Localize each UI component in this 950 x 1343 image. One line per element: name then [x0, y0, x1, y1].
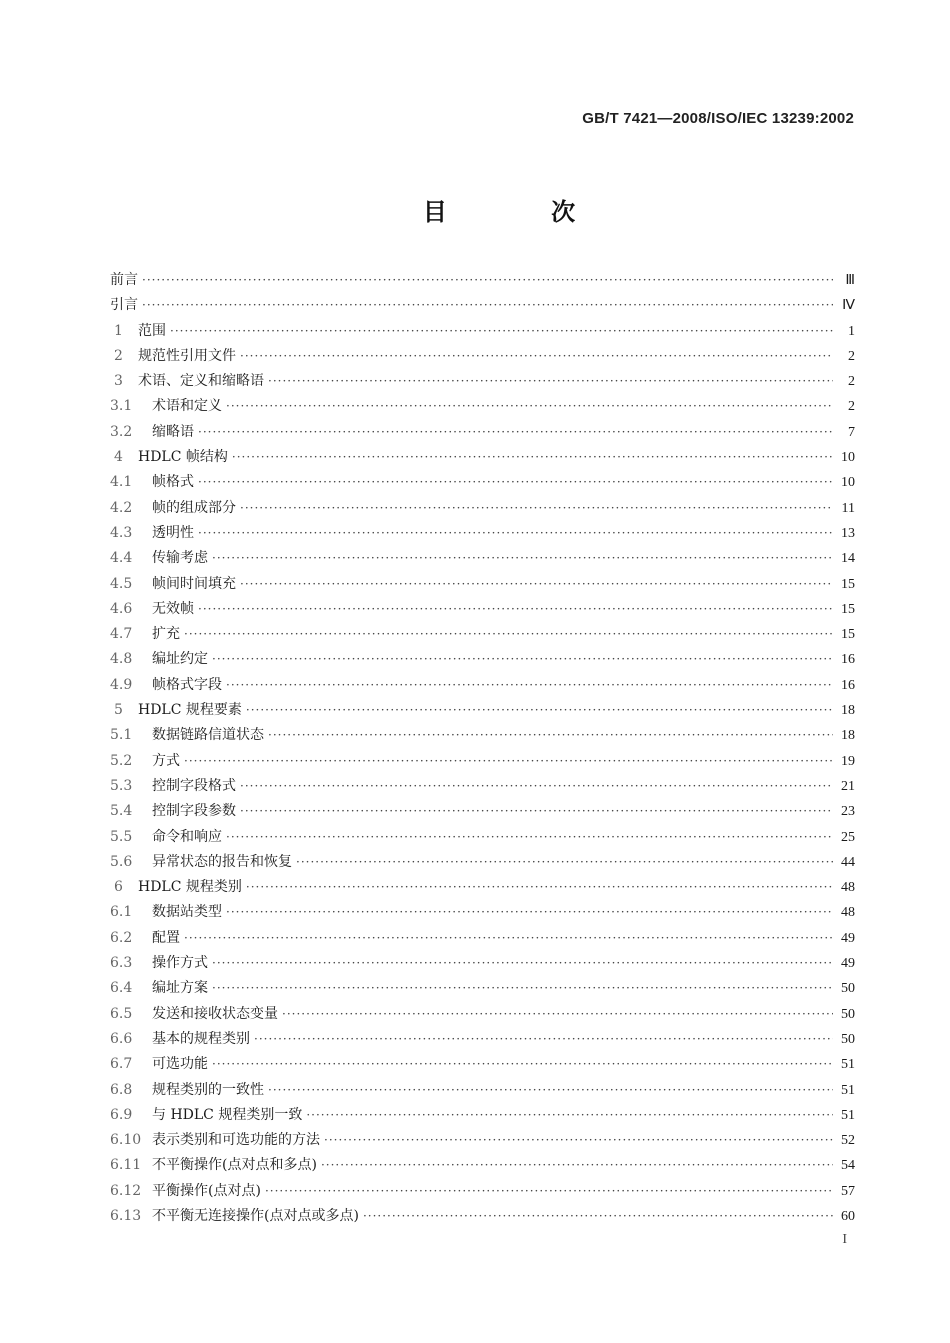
toc-entry-label: 范围	[138, 322, 166, 339]
dot-leader	[246, 875, 833, 900]
toc-entry-number: 6.8	[110, 1081, 133, 1098]
toc-entry-page: 50	[841, 1006, 855, 1022]
toc-entry-page: 15	[841, 627, 855, 643]
toc-entry-label: 与 HDLC 规程类别一致	[152, 1106, 303, 1123]
toc-entry-number: 4.2	[110, 499, 133, 516]
dot-leader	[142, 293, 833, 318]
dot-leader	[184, 749, 833, 774]
toc-entry-number: 4.7	[110, 626, 133, 643]
toc-entry-page: 2	[848, 348, 855, 364]
toc-entry-number: 4.6	[110, 600, 133, 617]
toc-entry[interactable]	[110, 976, 855, 1001]
toc-entry[interactable]	[110, 673, 855, 698]
toc-entry-label: 配置	[152, 929, 180, 946]
toc-entry-page: 57	[841, 1183, 855, 1199]
dot-leader	[265, 1179, 833, 1204]
toc-entry-label: 控制字段格式	[152, 777, 236, 794]
dot-leader	[212, 976, 833, 1001]
toc-entry-number: 6.3	[110, 955, 133, 972]
toc-entry-number: 2	[114, 347, 123, 364]
toc-entry-label: 帧格式字段	[152, 676, 222, 693]
toc-entry-label: 不平衡无连接操作(点对点或多点)	[152, 1207, 359, 1224]
toc-entry-page: 25	[841, 829, 855, 845]
toc-entry-label: 引言	[110, 297, 138, 314]
dot-leader	[240, 496, 833, 521]
toc-entry-label: 操作方式	[152, 955, 208, 972]
dot-leader	[212, 1052, 833, 1077]
dot-leader	[240, 774, 833, 799]
toc-entry-number: 6.4	[110, 980, 133, 997]
dot-leader	[226, 394, 833, 419]
dot-leader	[246, 698, 833, 723]
toc-entry[interactable]	[110, 394, 855, 419]
dot-leader	[240, 344, 833, 369]
toc-entry-page: 18	[841, 703, 855, 719]
toc-entry[interactable]	[110, 1103, 855, 1128]
toc-entry-label: 透明性	[152, 524, 194, 541]
toc-entry-number: 6.13	[110, 1207, 142, 1224]
toc-entry[interactable]	[110, 647, 855, 672]
dot-leader	[268, 723, 833, 748]
toc-entry-number: 5.5	[110, 828, 133, 845]
toc-entry[interactable]	[110, 799, 855, 824]
toc-entry-label: 编址方案	[152, 980, 208, 997]
toc-entry-page: 51	[841, 1082, 855, 1098]
toc-entry-page: 15	[841, 576, 855, 592]
toc-entry-number: 4	[114, 449, 123, 466]
dot-leader	[296, 850, 833, 875]
dot-leader	[142, 268, 833, 293]
toc-entry[interactable]	[110, 875, 855, 900]
toc-entry[interactable]	[110, 496, 855, 521]
toc-entry-page: 50	[841, 981, 855, 997]
toc-entry-label: 缩略语	[152, 423, 194, 440]
toc-entry-number: 6.11	[110, 1157, 142, 1174]
dot-leader	[198, 521, 833, 546]
toc-entry-page: 16	[841, 652, 855, 668]
toc-entry-label: 传输考虑	[152, 550, 208, 567]
toc-entry[interactable]	[110, 698, 855, 723]
toc-entry-page: 15	[841, 601, 855, 617]
toc-entry[interactable]	[110, 900, 855, 925]
toc-entry-number: 4.3	[110, 524, 133, 541]
toc-entry[interactable]	[110, 268, 855, 293]
toc-entry-label: 数据站类型	[152, 904, 222, 921]
toc-entry-number: 3.1	[110, 398, 133, 415]
toc-entry-label: 帧格式	[152, 474, 194, 491]
toc-entry-page: 18	[841, 728, 855, 744]
dot-leader	[212, 951, 833, 976]
toc-entry-number: 6.9	[110, 1106, 133, 1123]
dot-leader	[321, 1153, 833, 1178]
toc-entry[interactable]	[110, 1204, 855, 1229]
toc-entry-label: 无效帧	[152, 600, 194, 617]
toc-entry[interactable]	[110, 1052, 855, 1077]
toc-entry-page: Ⅳ	[842, 298, 855, 314]
toc-entry-number: 6.1	[110, 904, 133, 921]
dot-leader	[240, 799, 833, 824]
toc-entry-label: 编址约定	[152, 651, 208, 668]
toc-entry-label: 前言	[110, 272, 138, 288]
toc-entry[interactable]	[110, 319, 855, 344]
toc-entry-page: 23	[841, 804, 855, 820]
toc-entry-label: 表示类别和可选功能的方法	[152, 1132, 320, 1149]
toc-entry-number: 5.2	[110, 752, 133, 769]
toc-entry[interactable]	[110, 521, 855, 546]
toc-entry[interactable]	[110, 622, 855, 647]
toc-entry-label: 术语和定义	[152, 398, 222, 415]
toc-entry-label: 数据链路信道状态	[152, 727, 264, 744]
toc-entry-page: 49	[841, 956, 855, 972]
toc-entry-page: 52	[841, 1133, 855, 1149]
toc-entry-page: 51	[841, 1057, 855, 1073]
dot-leader	[198, 420, 833, 445]
toc-entry-label: HDLC 规程类别	[138, 879, 242, 896]
toc-entry-label: 术语、定义和缩略语	[138, 373, 264, 390]
dot-leader	[268, 369, 833, 394]
toc-entry[interactable]	[110, 546, 855, 571]
toc-entry-page: 48	[841, 880, 855, 896]
toc-entry[interactable]	[110, 293, 855, 318]
toc-entry-number: 5.1	[110, 727, 133, 744]
toc-entry[interactable]	[110, 597, 855, 622]
dot-leader	[240, 572, 833, 597]
toc-entry-number: 4.1	[110, 474, 133, 491]
toc-entry-number: 6.6	[110, 1030, 133, 1047]
toc-entry[interactable]	[110, 470, 855, 495]
toc-entry-number: 5.4	[110, 803, 133, 820]
toc-entry-number: 5.3	[110, 777, 133, 794]
toc-entry[interactable]	[110, 1179, 855, 1204]
dot-leader	[184, 926, 833, 951]
toc-entry-number: 4.8	[110, 651, 133, 668]
toc-entry[interactable]	[110, 774, 855, 799]
toc-entry[interactable]	[110, 420, 855, 445]
toc-entry-label: 规范性引用文件	[138, 347, 236, 364]
page-title: 目 次	[422, 197, 624, 226]
toc-entry-label: HDLC 规程要素	[138, 702, 242, 719]
toc-entry-number: 6.7	[110, 1056, 133, 1073]
toc-entry-page: 10	[841, 475, 855, 491]
toc-entry[interactable]	[110, 1027, 855, 1052]
page-number: I	[842, 1232, 847, 1247]
toc-entry-page: 44	[841, 854, 855, 870]
dot-leader	[363, 1204, 833, 1229]
toc-entry[interactable]	[110, 825, 855, 850]
table-of-contents	[110, 268, 855, 1229]
toc-entry-label: 可选功能	[152, 1056, 208, 1073]
toc-entry-page: 48	[841, 905, 855, 921]
toc-entry-label: 基本的规程类别	[152, 1030, 250, 1047]
dot-leader	[184, 622, 833, 647]
toc-entry-page: 2	[848, 374, 855, 390]
toc-entry[interactable]	[110, 1002, 855, 1027]
toc-entry-number: 5.6	[110, 853, 133, 870]
toc-entry-page: 14	[841, 551, 855, 567]
toc-entry-label: 控制字段参数	[152, 803, 236, 820]
toc-entry-page: 7	[848, 424, 855, 440]
toc-entry-number: 5	[114, 702, 123, 719]
toc-entry-label: 扩充	[152, 626, 180, 643]
toc-entry-page: 21	[841, 778, 855, 794]
toc-entry-number: 3.2	[110, 423, 133, 440]
toc-entry-page: 10	[841, 450, 855, 466]
toc-entry[interactable]	[110, 1128, 855, 1153]
toc-entry-page: 13	[841, 525, 855, 541]
toc-entry-page: 51	[841, 1107, 855, 1123]
toc-entry[interactable]	[110, 723, 855, 748]
dot-leader	[198, 597, 833, 622]
dot-leader	[226, 900, 833, 925]
toc-entry-number: 4.9	[110, 676, 133, 693]
toc-entry-number: 6.12	[110, 1182, 142, 1199]
dot-leader	[268, 1078, 833, 1103]
toc-entry-page: 16	[841, 677, 855, 693]
toc-entry-page: 60	[841, 1208, 855, 1224]
toc-entry-number: 4.5	[110, 575, 133, 592]
dot-leader	[212, 546, 833, 571]
dot-leader	[198, 470, 833, 495]
toc-entry-number: 6.2	[110, 929, 133, 946]
toc-entry-label: 方式	[152, 752, 180, 769]
toc-entry-page: 11	[841, 500, 855, 516]
toc-entry[interactable]	[110, 572, 855, 597]
toc-entry[interactable]	[110, 850, 855, 875]
toc-entry[interactable]	[110, 445, 855, 470]
dot-leader	[170, 319, 833, 344]
toc-entry-label: 发送和接收状态变量	[152, 1005, 278, 1022]
toc-entry-number: 3	[114, 373, 123, 390]
toc-entry-label: 帧间时间填充	[152, 575, 236, 592]
toc-entry[interactable]	[110, 344, 855, 369]
dot-leader	[212, 647, 833, 672]
dot-leader	[226, 825, 833, 850]
toc-entry-number: 1	[114, 322, 123, 339]
toc-entry-label: 不平衡操作(点对点和多点)	[152, 1157, 317, 1174]
toc-entry-number: 6.5	[110, 1005, 133, 1022]
toc-entry[interactable]	[110, 926, 855, 951]
toc-entry-page: 2	[848, 399, 855, 415]
toc-entry[interactable]	[110, 1153, 855, 1178]
toc-entry[interactable]	[110, 1078, 855, 1103]
toc-entry-label: 异常状态的报告和恢复	[152, 853, 292, 870]
toc-entry[interactable]	[110, 369, 855, 394]
toc-entry-number: 4.4	[110, 550, 133, 567]
standard-number-header: GB/T 7421—2008/ISO/IEC 13239:2002	[582, 110, 854, 127]
toc-entry-number: 6.10	[110, 1132, 142, 1149]
dot-leader	[232, 445, 833, 470]
toc-entry-page: 49	[841, 930, 855, 946]
dot-leader	[254, 1027, 833, 1052]
toc-entry[interactable]	[110, 951, 855, 976]
toc-entry-page: 50	[841, 1031, 855, 1047]
dot-leader	[306, 1103, 833, 1128]
dot-leader	[282, 1002, 833, 1027]
toc-entry-label: HDLC 帧结构	[138, 449, 228, 466]
toc-entry-number: 6	[114, 879, 123, 896]
dot-leader	[324, 1128, 833, 1153]
toc-entry-label: 规程类别的一致性	[152, 1081, 264, 1098]
toc-entry-page: 54	[841, 1158, 855, 1174]
dot-leader	[226, 673, 833, 698]
toc-entry-label: 命令和响应	[152, 828, 222, 845]
toc-entry[interactable]	[110, 749, 855, 774]
toc-entry-page: Ⅲ	[845, 273, 855, 288]
toc-entry-page: 1	[848, 323, 855, 339]
toc-entry-label: 帧的组成部分	[152, 499, 236, 516]
toc-entry-page: 19	[841, 753, 855, 769]
toc-entry-label: 平衡操作(点对点)	[152, 1182, 261, 1199]
